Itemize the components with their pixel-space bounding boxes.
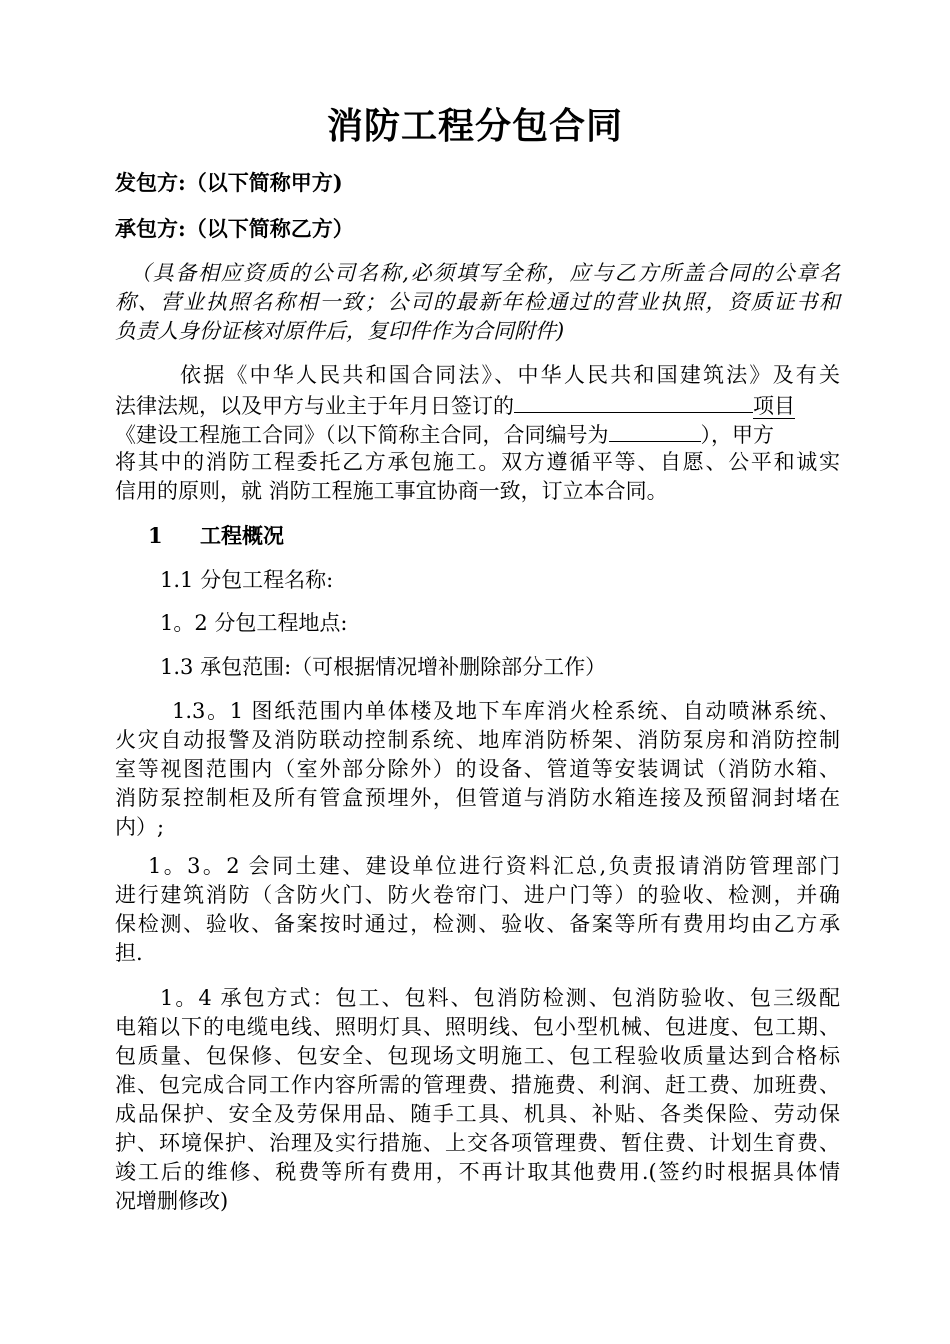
- preamble-line-2-text: 法律法规，以及甲方与业主于年月日签订的: [115, 394, 514, 418]
- party-b-line: 承包方:（以下简称乙方）: [115, 216, 354, 241]
- contract-number-blank: [609, 419, 701, 442]
- party-a-line: 发包方:（以下简称甲方): [115, 170, 343, 195]
- document-title: 消防工程分包合同: [326, 105, 623, 147]
- item-1-3-1-line-5: 内）;: [115, 815, 165, 839]
- item-1-3-2-line-3: 保检测、验收、备案按时通过，检测、验收、备案等所有费用均由乙方承: [115, 912, 840, 936]
- note-line-2: 称、营业执照名称相一致；公司的最新年检通过的营业执照，资质证书和: [115, 290, 840, 314]
- item-1-4-line-4: 准、包完成合同工作内容所需的管理费、措施费、利润、赶工费、加班费、: [115, 1073, 840, 1097]
- section-1-number: 1: [148, 523, 163, 548]
- preamble-line-2: [115, 390, 840, 421]
- preamble-line-4: 将其中的消防工程委托乙方承包施工。双方遵循平等、自愿、公平和诚实: [115, 450, 840, 474]
- item-1-4-line-7: 竣工后的维修、税费等所有费用，不再计取其他费用.(签约时根据具体情: [115, 1160, 840, 1184]
- preamble-line-1: 依据《中华人民共和国合同法》、中华人民共和国建筑法》及有关: [180, 363, 840, 387]
- item-1-3: 1.3 承包范围:（可根据情况增补删除部分工作）: [160, 655, 607, 679]
- section-1-title: 工程概况: [200, 523, 284, 548]
- preamble-line-5: 信用的原则，就 消防工程施工事宜协商一致，订立本合同。: [115, 479, 668, 503]
- item-1-3-1-line-2: 火灾自动报警及消防联动控制系统、地库消防桥架、消防泵房和消防控制: [115, 728, 840, 752]
- note-line-3: 负责人身份证核对原件后，复印件作为合同附件): [115, 319, 565, 343]
- item-1-3-2-line-2: 进行建筑消防（含防火门、防火卷帘门、进户门等）的验收、检测，并确: [115, 883, 840, 907]
- item-1-4-line-1: 1。4 承包方式：包工、包料、包消防检测、包消防验收、包三级配: [160, 986, 840, 1010]
- preamble-line-3-text: 《建设工程施工合同》（以下简称主合同，合同编号为: [115, 423, 609, 447]
- item-1-3-1-line-1: 1.3。1 图纸范围内单体楼及地下车库消火栓系统、自动喷淋系统、: [172, 699, 840, 723]
- section-1-heading: [148, 521, 448, 550]
- item-1-4-line-8: 况增删修改): [115, 1189, 229, 1213]
- item-1-3-1-line-4: 消防泵控制柜及所有管盒预埋外，但管道与消防水箱连接及预留洞封堵在: [115, 786, 840, 810]
- item-1-4-line-2: 电箱以下的电缆电线、照明灯具、照明线、包小型机械、包进度、包工期、: [115, 1015, 840, 1039]
- item-1-4-line-6: 护、环境保护、治理及实行措施、上交各项管理费、暂住费、计划生育费、: [115, 1131, 840, 1155]
- item-1-4-line-5: 成品保护、安全及劳保用品、随手工具、机具、补贴、各类保险、劳动保: [115, 1102, 840, 1126]
- item-1-1: 1.1 分包工程名称:: [160, 568, 334, 592]
- note-line-1: （具备相应资质的公司名称,必须填写全称，应与乙方所盖合同的公章名: [130, 261, 840, 285]
- item-1-3-2-line-1: 1。3。2 会同土建、建设单位进行资料汇总,负责报请消防管理部门: [148, 854, 840, 878]
- item-1-4-line-3: 包质量、包保修、包安全、包现场文明施工、包工程验收质量达到合格标: [115, 1044, 840, 1068]
- item-1-3-1-line-3: 室等视图范围内（室外部分除外）的设备、管道等安装调试（消防水箱、: [115, 757, 840, 781]
- preamble-line-3-tail: ），甲方: [700, 423, 774, 447]
- preamble-line-3: [115, 419, 840, 450]
- item-1-2: 1。2 分包工程地点:: [160, 611, 348, 635]
- item-1-3-2-line-4: 担.: [115, 941, 143, 965]
- project-name-blank: [514, 390, 753, 413]
- project-suffix: 项目: [753, 394, 795, 418]
